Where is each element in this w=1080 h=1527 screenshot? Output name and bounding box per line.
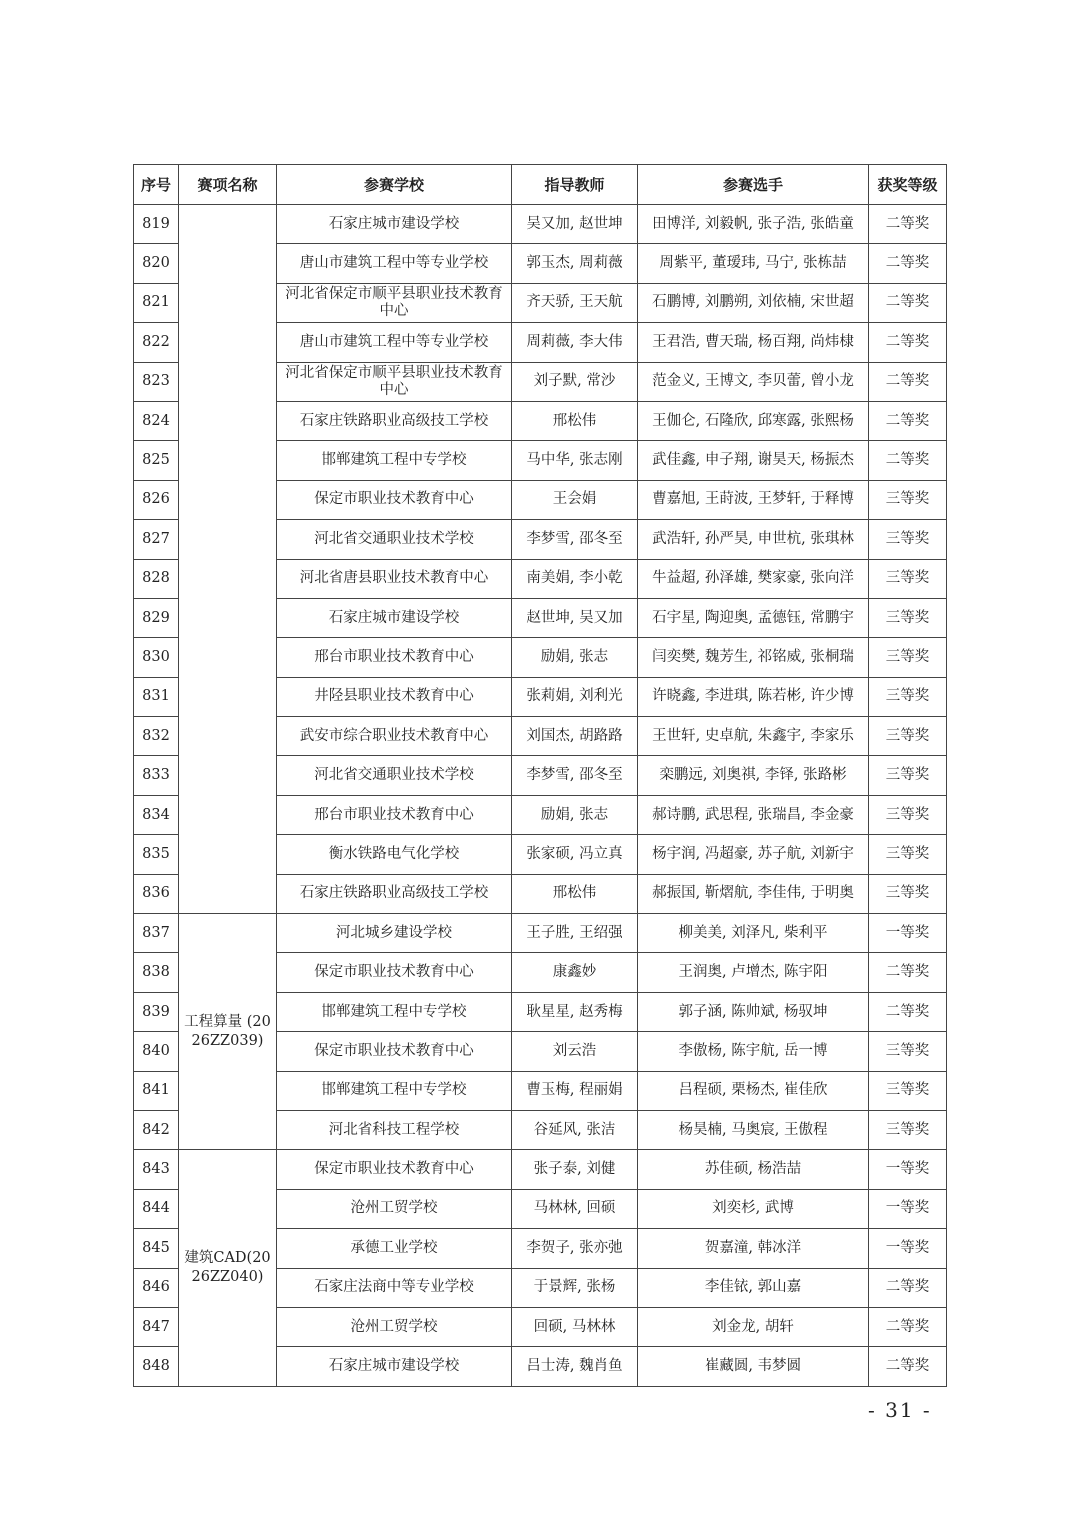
contestants-cell: 曹嘉旭, 王莳波, 王梦轩, 于释博 <box>638 480 869 519</box>
serial-cell: 821 <box>134 283 179 322</box>
school-cell: 保定市职业技术教育中心 <box>277 480 512 519</box>
school-cell: 沧州工贸学校 <box>277 1307 512 1346</box>
header-contestants: 参赛选手 <box>638 165 869 205</box>
school-cell: 河北省保定市顺平县职业技术教育中心 <box>277 362 512 401</box>
school-cell: 邯郸建筑工程中专学校 <box>277 1071 512 1110</box>
award-level-cell: 三等奖 <box>869 1071 947 1110</box>
teacher-cell: 周莉薇, 李大伟 <box>512 323 638 362</box>
contestants-cell: 牛益超, 孙泽雄, 樊家豪, 张向洋 <box>638 559 869 598</box>
award-level-cell: 二等奖 <box>869 992 947 1031</box>
event-name-cell <box>179 205 277 914</box>
contestants-cell: 贺嘉潼, 韩冰洋 <box>638 1229 869 1268</box>
serial-cell: 836 <box>134 874 179 913</box>
teacher-cell: 张家硕, 冯立真 <box>512 835 638 874</box>
serial-cell: 828 <box>134 559 179 598</box>
teacher-cell: 于景辉, 张杨 <box>512 1268 638 1307</box>
serial-cell: 825 <box>134 441 179 480</box>
header-serial: 序号 <box>134 165 179 205</box>
award-level-cell: 三等奖 <box>869 480 947 519</box>
award-level-cell: 一等奖 <box>869 914 947 953</box>
contestants-cell: 石鹏博, 刘鹏朔, 刘依楠, 宋世超 <box>638 283 869 322</box>
serial-cell: 822 <box>134 323 179 362</box>
award-level-cell: 三等奖 <box>869 835 947 874</box>
serial-cell: 827 <box>134 520 179 559</box>
serial-cell: 842 <box>134 1110 179 1149</box>
contestants-cell: 王润奥, 卢增杰, 陈宇阳 <box>638 953 869 992</box>
teacher-cell: 张莉娟, 刘利光 <box>512 677 638 716</box>
serial-cell: 848 <box>134 1347 179 1386</box>
award-level-cell: 三等奖 <box>869 795 947 834</box>
award-level-cell: 三等奖 <box>869 1110 947 1149</box>
school-cell: 保定市职业技术教育中心 <box>277 953 512 992</box>
contestants-cell: 刘奕杉, 武博 <box>638 1189 869 1228</box>
school-cell: 河北省保定市顺平县职业技术教育中心 <box>277 283 512 322</box>
serial-cell: 819 <box>134 205 179 244</box>
school-cell: 唐山市建筑工程中等专业学校 <box>277 244 512 283</box>
school-cell: 保定市职业技术教育中心 <box>277 1150 512 1189</box>
serial-cell: 840 <box>134 1032 179 1071</box>
contestants-cell: 杨宇润, 冯超豪, 苏子航, 刘新宇 <box>638 835 869 874</box>
table-header-row <box>134 165 947 205</box>
teacher-cell: 李贺子, 张亦弛 <box>512 1229 638 1268</box>
contestants-cell: 柳美美, 刘泽凡, 柴利平 <box>638 914 869 953</box>
contestants-cell: 王世轩, 史卓航, 朱鑫宇, 李家乐 <box>638 717 869 756</box>
serial-cell: 823 <box>134 362 179 401</box>
school-cell: 唐山市建筑工程中等专业学校 <box>277 323 512 362</box>
award-table <box>133 164 947 1387</box>
school-cell: 武安市综合职业技术教育中心 <box>277 717 512 756</box>
teacher-cell: 吴又加, 赵世坤 <box>512 205 638 244</box>
contestants-cell: 王君浩, 曹天瑞, 杨百翔, 尚炜棣 <box>638 323 869 362</box>
contestants-cell: 栾鹏远, 刘奥祺, 李铎, 张路彬 <box>638 756 869 795</box>
school-cell: 河北省交通职业技术学校 <box>277 520 512 559</box>
school-cell: 邯郸建筑工程中专学校 <box>277 441 512 480</box>
header-school: 参赛学校 <box>277 165 512 205</box>
header-event: 赛项名称 <box>179 165 277 205</box>
serial-cell: 833 <box>134 756 179 795</box>
contestants-cell: 郭子涵, 陈帅斌, 杨驭坤 <box>638 992 869 1031</box>
school-cell: 衡水铁路电气化学校 <box>277 835 512 874</box>
serial-cell: 843 <box>134 1150 179 1189</box>
school-cell: 承德工业学校 <box>277 1229 512 1268</box>
table-body <box>134 205 947 1387</box>
award-level-cell: 二等奖 <box>869 953 947 992</box>
contestants-cell: 石宇星, 陶迎奥, 孟德钰, 常鹏宇 <box>638 598 869 637</box>
school-cell: 保定市职业技术教育中心 <box>277 1032 512 1071</box>
award-level-cell: 二等奖 <box>869 205 947 244</box>
contestants-cell: 吕程硕, 栗杨杰, 崔佳欣 <box>638 1071 869 1110</box>
contestants-cell: 武浩轩, 孙严昊, 申世杭, 张琪林 <box>638 520 869 559</box>
header-teacher: 指导教师 <box>512 165 638 205</box>
serial-cell: 832 <box>134 717 179 756</box>
serial-cell: 841 <box>134 1071 179 1110</box>
teacher-cell: 南美娟, 李小乾 <box>512 559 638 598</box>
award-level-cell: 二等奖 <box>869 244 947 283</box>
teacher-cell: 康鑫妙 <box>512 953 638 992</box>
contestants-cell: 苏佳硕, 杨浩喆 <box>638 1150 869 1189</box>
award-level-cell: 三等奖 <box>869 677 947 716</box>
event-name-cell: 建筑CAD(2026ZZ040) <box>179 1150 277 1386</box>
teacher-cell: 耿星星, 赵秀梅 <box>512 992 638 1031</box>
teacher-cell: 邢松伟 <box>512 401 638 440</box>
teacher-cell: 张子泰, 刘健 <box>512 1150 638 1189</box>
table-row <box>134 205 947 244</box>
school-cell: 河北城乡建设学校 <box>277 914 512 953</box>
teacher-cell: 李梦雪, 邵冬至 <box>512 756 638 795</box>
teacher-cell: 刘国杰, 胡路路 <box>512 717 638 756</box>
teacher-cell: 王子胜, 王绍强 <box>512 914 638 953</box>
serial-cell: 820 <box>134 244 179 283</box>
award-level-cell: 二等奖 <box>869 362 947 401</box>
school-cell: 沧州工贸学校 <box>277 1189 512 1228</box>
school-cell: 邯郸建筑工程中专学校 <box>277 992 512 1031</box>
school-cell: 邢台市职业技术教育中心 <box>277 795 512 834</box>
teacher-cell: 赵世坤, 吴又加 <box>512 598 638 637</box>
award-level-cell: 三等奖 <box>869 874 947 913</box>
teacher-cell: 齐天骄, 王天航 <box>512 283 638 322</box>
contestants-cell: 李傲杨, 陈宇航, 岳一博 <box>638 1032 869 1071</box>
serial-cell: 830 <box>134 638 179 677</box>
award-level-cell: 二等奖 <box>869 1268 947 1307</box>
school-cell: 石家庄城市建设学校 <box>277 1347 512 1386</box>
serial-cell: 845 <box>134 1229 179 1268</box>
award-level-cell: 一等奖 <box>869 1189 947 1228</box>
school-cell: 河北省唐县职业技术教育中心 <box>277 559 512 598</box>
serial-cell: 838 <box>134 953 179 992</box>
contestants-cell: 刘金龙, 胡轩 <box>638 1307 869 1346</box>
award-level-cell: 一等奖 <box>869 1150 947 1189</box>
school-cell: 石家庄城市建设学校 <box>277 598 512 637</box>
school-cell: 井陉县职业技术教育中心 <box>277 677 512 716</box>
school-cell: 石家庄铁路职业高级技工学校 <box>277 874 512 913</box>
award-level-cell: 三等奖 <box>869 559 947 598</box>
award-level-cell: 二等奖 <box>869 1347 947 1386</box>
teacher-cell: 励娟, 张志 <box>512 638 638 677</box>
award-level-cell: 二等奖 <box>869 323 947 362</box>
header-award-level: 获奖等级 <box>869 165 947 205</box>
award-level-cell: 三等奖 <box>869 756 947 795</box>
teacher-cell: 邢松伟 <box>512 874 638 913</box>
award-level-cell: 二等奖 <box>869 401 947 440</box>
teacher-cell: 回硕, 马林林 <box>512 1307 638 1346</box>
award-level-cell: 三等奖 <box>869 598 947 637</box>
teacher-cell: 刘云浩 <box>512 1032 638 1071</box>
school-cell: 石家庄法商中等专业学校 <box>277 1268 512 1307</box>
contestants-cell: 杨昊楠, 马奥宸, 王傲程 <box>638 1110 869 1149</box>
award-level-cell: 三等奖 <box>869 717 947 756</box>
teacher-cell: 马林林, 回硕 <box>512 1189 638 1228</box>
event-name-cell: 工程算量 (2026ZZ039) <box>179 914 277 1150</box>
serial-cell: 835 <box>134 835 179 874</box>
contestants-cell: 崔藏圆, 韦梦圆 <box>638 1347 869 1386</box>
contestants-cell: 郝诗鹏, 武思程, 张瑞昌, 李金豪 <box>638 795 869 834</box>
serial-cell: 824 <box>134 401 179 440</box>
contestants-cell: 王伽仑, 石隆欣, 邱寒露, 张熙杨 <box>638 401 869 440</box>
award-level-cell: 三等奖 <box>869 1032 947 1071</box>
table-row <box>134 914 947 953</box>
school-cell: 石家庄铁路职业高级技工学校 <box>277 401 512 440</box>
contestants-cell: 武佳鑫, 申子翔, 谢昊天, 杨振杰 <box>638 441 869 480</box>
table-row <box>134 1150 947 1189</box>
school-cell: 邢台市职业技术教育中心 <box>277 638 512 677</box>
teacher-cell: 王会娟 <box>512 480 638 519</box>
serial-cell: 847 <box>134 1307 179 1346</box>
school-cell: 石家庄城市建设学校 <box>277 205 512 244</box>
serial-cell: 844 <box>134 1189 179 1228</box>
contestants-cell: 周紫平, 董瑷玮, 马宁, 张栋喆 <box>638 244 869 283</box>
award-level-cell: 二等奖 <box>869 1307 947 1346</box>
teacher-cell: 励娟, 张志 <box>512 795 638 834</box>
contestants-cell: 田博洋, 刘毅帆, 张子浩, 张皓童 <box>638 205 869 244</box>
teacher-cell: 谷延风, 张洁 <box>512 1110 638 1149</box>
award-level-cell: 一等奖 <box>869 1229 947 1268</box>
page-number: - 31 - <box>868 1398 932 1422</box>
contestants-cell: 闫奕樊, 魏芳生, 祁铭威, 张桐瑞 <box>638 638 869 677</box>
school-cell: 河北省科技工程学校 <box>277 1110 512 1149</box>
teacher-cell: 吕士涛, 魏肖鱼 <box>512 1347 638 1386</box>
contestants-cell: 范金义, 王博文, 李贝蕾, 曾小龙 <box>638 362 869 401</box>
serial-cell: 829 <box>134 598 179 637</box>
teacher-cell: 郭玉杰, 周莉薇 <box>512 244 638 283</box>
contestants-cell: 郝振国, 靳熠航, 李佳伟, 于明奥 <box>638 874 869 913</box>
serial-cell: 837 <box>134 914 179 953</box>
serial-cell: 846 <box>134 1268 179 1307</box>
award-level-cell: 三等奖 <box>869 638 947 677</box>
teacher-cell: 曹玉梅, 程丽娟 <box>512 1071 638 1110</box>
award-level-cell: 三等奖 <box>869 520 947 559</box>
contestants-cell: 许晓鑫, 李进琪, 陈若彬, 许少博 <box>638 677 869 716</box>
serial-cell: 831 <box>134 677 179 716</box>
serial-cell: 826 <box>134 480 179 519</box>
teacher-cell: 李梦雪, 邵冬至 <box>512 520 638 559</box>
contestants-cell: 李佳铱, 郭山嘉 <box>638 1268 869 1307</box>
serial-cell: 839 <box>134 992 179 1031</box>
teacher-cell: 马中华, 张志刚 <box>512 441 638 480</box>
award-level-cell: 二等奖 <box>869 283 947 322</box>
award-level-cell: 二等奖 <box>869 441 947 480</box>
serial-cell: 834 <box>134 795 179 834</box>
school-cell: 河北省交通职业技术学校 <box>277 756 512 795</box>
teacher-cell: 刘子默, 常沙 <box>512 362 638 401</box>
